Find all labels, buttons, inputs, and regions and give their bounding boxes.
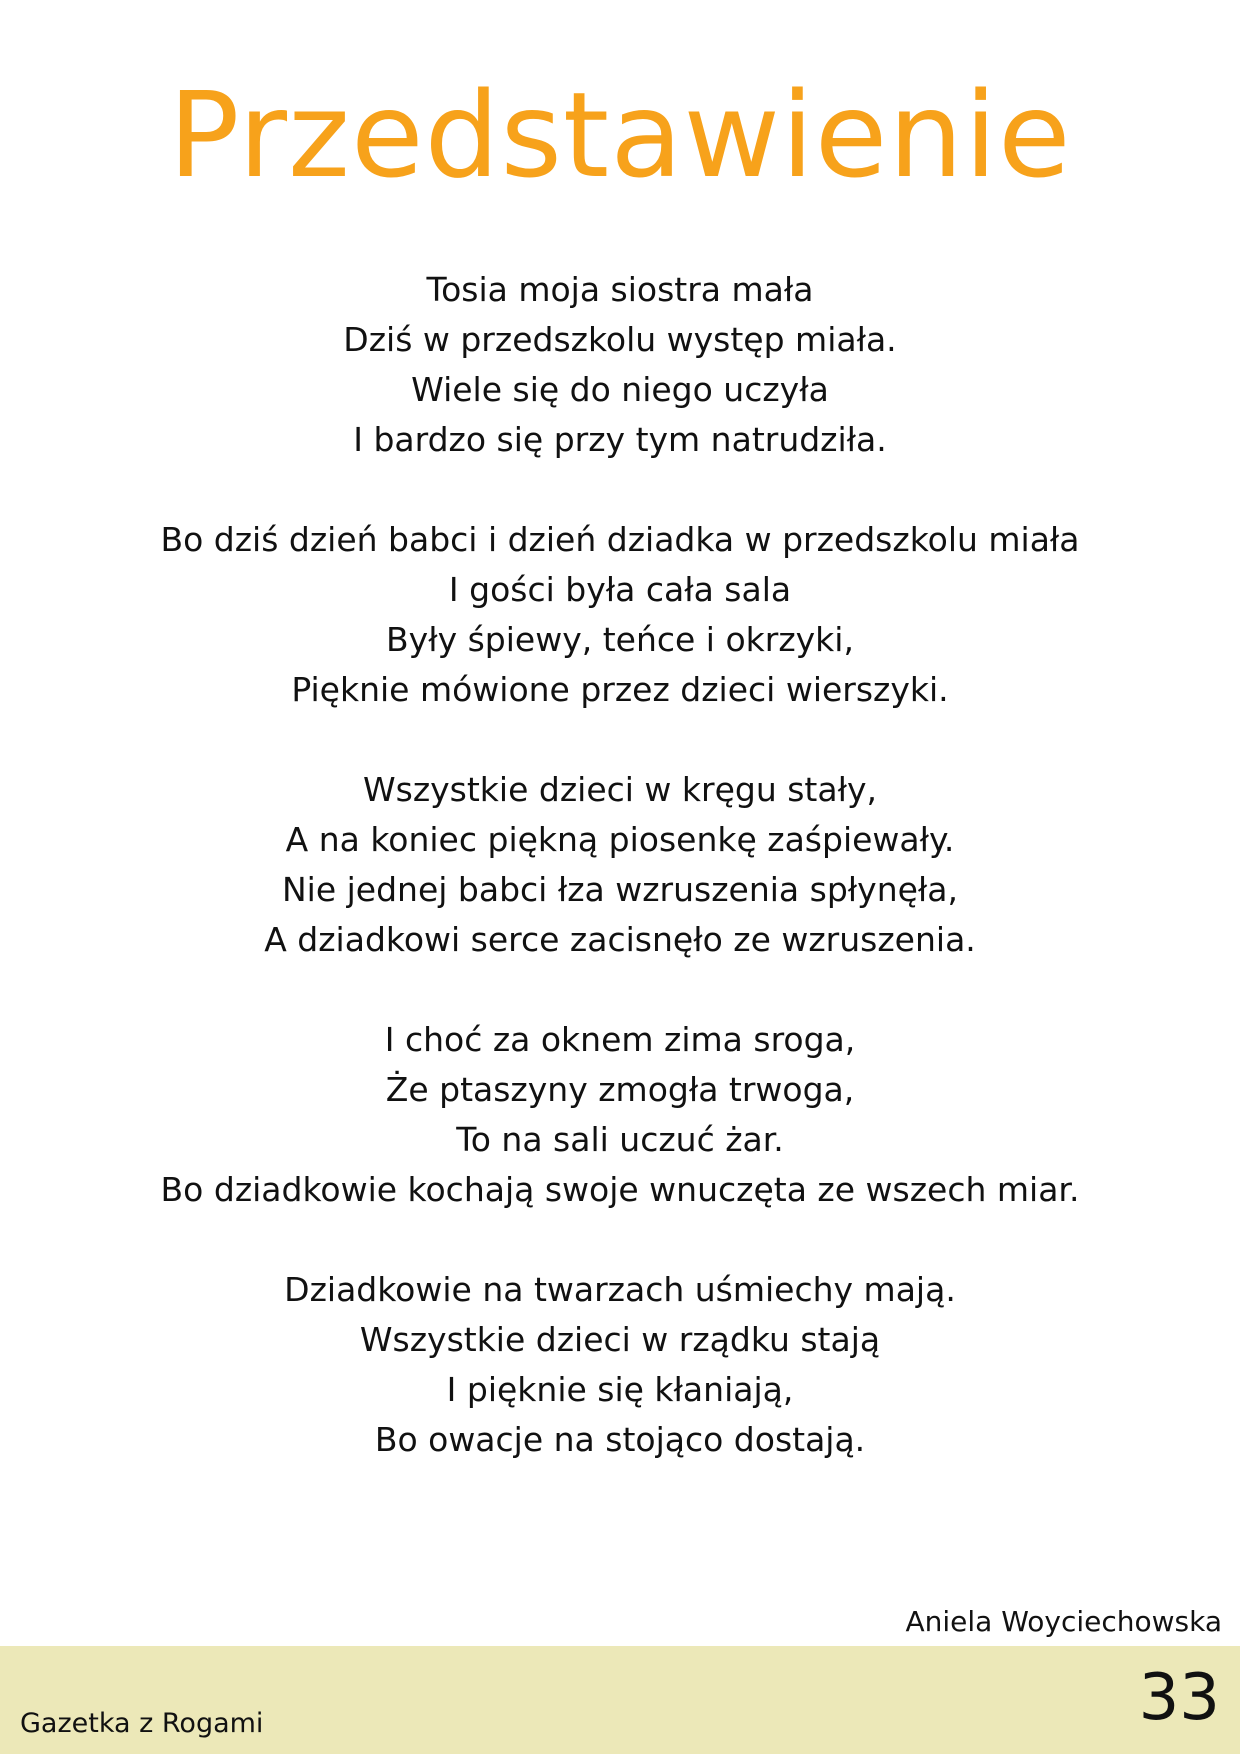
poem-body: [0, 265, 1240, 1515]
poem-line: To na sali uczuć żar.: [456, 1120, 784, 1159]
stanza-2: [0, 515, 1240, 715]
stanza-4: [0, 1015, 1240, 1215]
poem-line: Wszystkie dzieci w kręgu stały,: [363, 770, 877, 809]
poem-line: Bo dziadkowie kochają swoje wnuczęta ze wszech miar.: [160, 1170, 1080, 1209]
poem-line: Dziś w przedszkolu występ miała.: [343, 320, 897, 359]
poem-line: Tosia moja siostra mała: [426, 270, 814, 309]
stanza-5: [0, 1265, 1240, 1465]
stanza-3: [0, 765, 1240, 965]
poem-line: A dziadkowi serce zacisnęło ze wzruszenia.: [264, 920, 976, 959]
poem-line: Bo dziś dzień babci i dzień dziadka w przedszkolu miała: [160, 520, 1080, 559]
publication-name: Gazetka z Rogami: [20, 1708, 264, 1739]
poem-line: Wiele się do niego uczyła: [411, 370, 829, 409]
poem-line: I gości była cała sala: [448, 570, 792, 609]
poem-line: Bo owacje na stojąco dostają.: [374, 1420, 866, 1459]
page-number: 33: [1138, 1661, 1220, 1735]
poem-line: A na koniec piękną piosenkę zaśpiewały.: [285, 820, 955, 859]
poem-line: Dziadkowie na twarzach uśmiechy mają.: [284, 1270, 956, 1309]
poem-line: I pięknie się kłaniają,: [446, 1370, 794, 1409]
poem-line: Pięknie mówione przez dzieci wierszyki.: [291, 670, 949, 709]
poem-line: I bardzo się przy tym natrudziła.: [353, 420, 887, 459]
poem-line: Wszystkie dzieci w rządku stają: [359, 1320, 881, 1359]
page-footer: [0, 1646, 1240, 1754]
poem-line: Były śpiewy, teńce i okrzyki,: [386, 620, 854, 659]
poem-title: Przedstawienie: [168, 66, 1072, 204]
poem-line: Nie jednej babci łza wzruszenia spłynęła,: [281, 870, 959, 909]
poem-line: I choć za oknem zima sroga,: [384, 1020, 856, 1059]
stanza-1: [0, 265, 1240, 465]
poem-line: Że ptaszyny zmogła trwoga,: [385, 1070, 855, 1109]
author-name: Aniela Woyciechowska: [905, 1605, 1222, 1638]
